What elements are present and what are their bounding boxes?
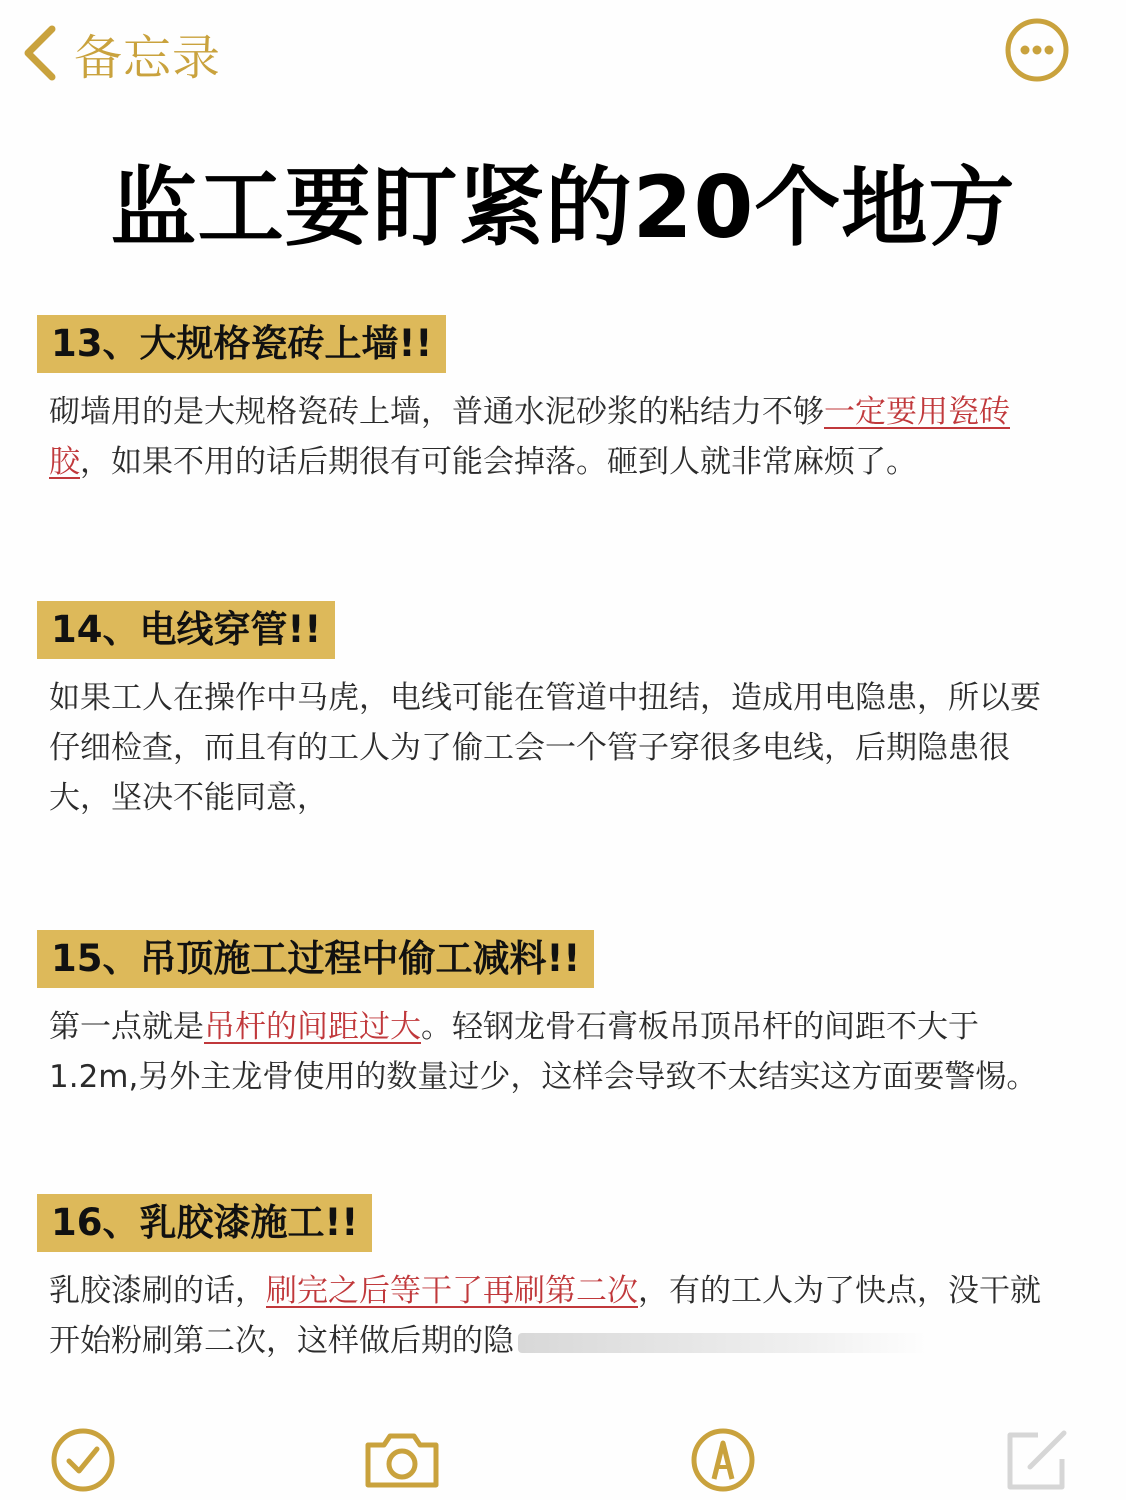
body-text: 。轻钢龙骨石膏板吊顶吊杆的间距不大于1.2m,另外主龙骨使用的数量过少，这样会导致不太结实这方面要警惕。 [49, 1009, 1038, 1095]
section-heading: 13、大规格瓷砖上墙!! [37, 315, 446, 373]
body-text: ，有的工人为了快点，没干就开始粉刷第二次，这样做后期的隐 [49, 1273, 1041, 1359]
section-16 [37, 1194, 1047, 1366]
section-heading: 16、乳胶漆施工!! [37, 1194, 372, 1252]
section-body [49, 673, 1044, 823]
body-text: 如果工人在操作中马虎，电线可能在管道中扭结，造成用电隐患，所以要仔细检查，而且有的工人为了偷工会一个管子穿很多电线，后期隐患很大，坚决不能同意， [49, 680, 1041, 816]
nav-bar [0, 0, 1126, 110]
back-label: 备忘录 [74, 29, 222, 86]
markup-button[interactable] [688, 1425, 758, 1495]
section-heading: 14、电线穿管!! [37, 601, 335, 659]
body-text: 砌墙用的是大规格瓷砖上墙，普通水泥砂浆的粘结力不够 [49, 394, 824, 430]
section-body [49, 1266, 1044, 1366]
checklist-button[interactable] [48, 1425, 118, 1495]
note-title: 监工要盯紧的20个地方 [110, 158, 1016, 258]
more-button[interactable] [1004, 17, 1070, 83]
highlighted-text: 吊杆的间距过大 [204, 1009, 421, 1045]
blurred-text [518, 1333, 928, 1353]
section-15 [37, 930, 1047, 1102]
compose-icon [1002, 1425, 1072, 1495]
compose-button[interactable] [1002, 1425, 1072, 1495]
section-14 [37, 601, 1047, 823]
checklist-icon [48, 1425, 118, 1495]
section-heading: 15、吊顶施工过程中偷工减料!! [37, 930, 594, 988]
body-text: 第一点就是 [49, 1009, 204, 1045]
more-icon [1004, 17, 1070, 83]
camera-icon [362, 1425, 442, 1495]
chevron-left-icon [20, 23, 60, 83]
back-button[interactable] [20, 18, 221, 88]
bottom-toolbar [0, 1415, 1126, 1500]
markup-pen-icon [688, 1425, 758, 1495]
section-body [49, 1002, 1044, 1102]
section-body [49, 387, 1044, 487]
highlighted-text: 刷完之后等干了再刷第二次 [266, 1273, 638, 1309]
section-13 [37, 315, 1047, 487]
highlighted-text: 一定要用瓷砖胶 [49, 394, 1010, 480]
body-text: 乳胶漆刷的话， [49, 1273, 266, 1309]
camera-button[interactable] [362, 1425, 442, 1495]
body-text: ，如果不用的话后期很有可能会掉落。砸到人就非常麻烦了。 [80, 444, 917, 480]
